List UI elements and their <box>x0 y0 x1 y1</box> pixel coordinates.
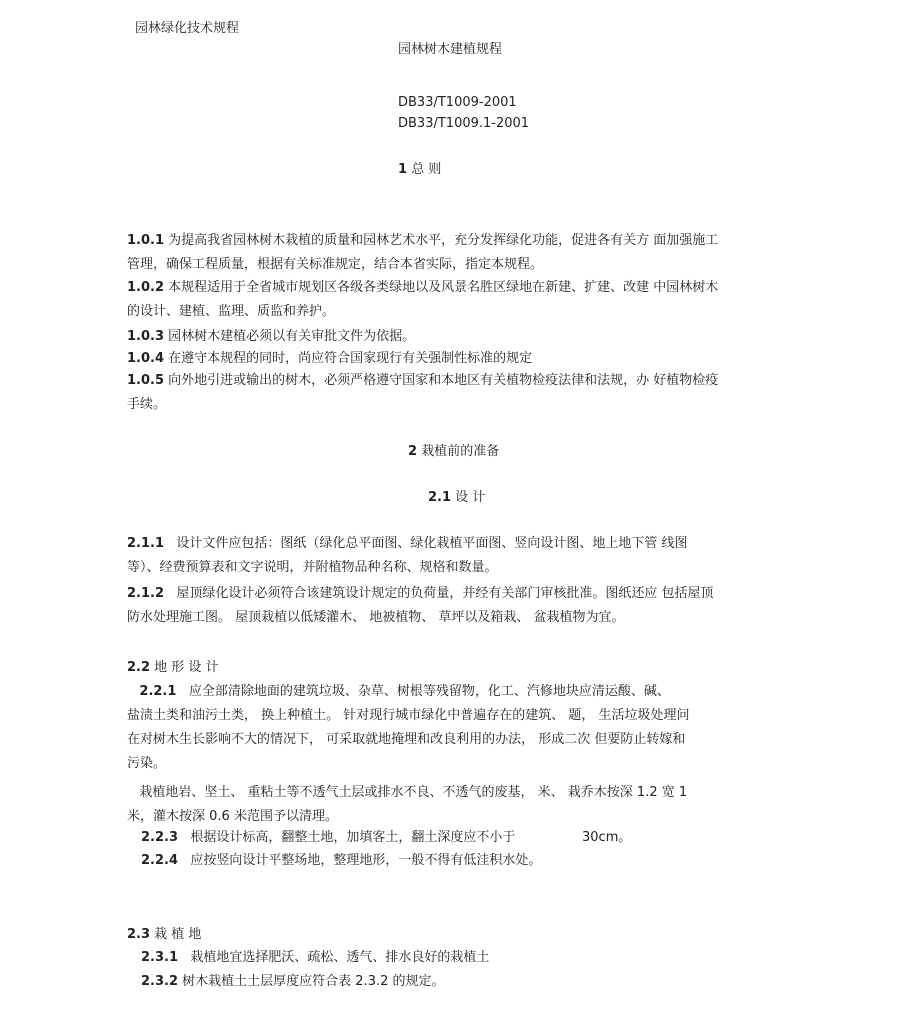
section-title: 地 形 设 计 <box>154 660 219 675</box>
clause-number: 2.3.1 <box>141 950 179 965</box>
clause-number: 1.0.2 <box>127 280 165 295</box>
subsection-heading-2-3 <box>127 927 201 943</box>
clause-1-0-4 <box>127 351 532 367</box>
subsection-heading-2-2 <box>127 660 219 676</box>
clause-number: 2.1.1 <box>127 536 165 551</box>
clause-text: 树木栽植土土层厚度应符合表 2.3.2 的规定。 <box>182 974 445 989</box>
clause-text: 栽植地岩、坚土、 重粘土等不透气土层或排水不良、不透气的废基， 米、 栽乔木按深 1.2 宽 1 <box>139 785 688 800</box>
clause-2-2-3 <box>141 830 515 846</box>
section-heading-2 <box>408 444 499 460</box>
section-number: 2.3 <box>127 927 151 942</box>
section-title: 总 则 <box>411 162 442 177</box>
clause-text: 本规程适用于全省城市规划区各级各类绿地以及风景名胜区绿地在新建、扩建、改建 中园林树木 <box>168 280 719 295</box>
clause-text: 为提高我省园林树木栽植的质量和园林艺术水平，充分发挥绿化功能，促进各有关方 面加强施工 <box>168 233 719 248</box>
clause-text: 向外地引进或输出的树木，必须严格遵守国家和本地区有关植物检疫法律和法规，办 好植物检疫 <box>168 373 719 388</box>
paragraph-2-2-2 <box>127 781 767 829</box>
clause-text: 米，灌木按深 0.6 米范围予以清理。 <box>127 809 338 824</box>
clause-number: 2.3.2 <box>141 974 179 989</box>
clause-number: 2.1.2 <box>127 586 165 601</box>
clause-number: 1.0.4 <box>127 351 165 366</box>
clause-2-1-1 <box>127 532 767 580</box>
clause-text: 应按竖向设计平整场地，整理地形，一般不得有低洼积水处。 <box>190 853 542 868</box>
clause-text: 屋顶绿化设计必须符合该建筑设计规定的负荷量，并经有关部门审核批准。图纸还应 包括屋顶 <box>176 586 714 601</box>
running-header: 园林绿化技术规程 <box>135 21 240 36</box>
section-number: 1 <box>398 162 408 177</box>
subsection-heading-2-1 <box>428 490 485 506</box>
clause-text: 等）、经费预算表和文字说明，并附植物品种名称、规格和数量。 <box>127 560 498 575</box>
clause-1-0-1 <box>127 229 767 277</box>
clause-2-3-1 <box>141 950 489 966</box>
clause-number: 1.0.3 <box>127 329 165 344</box>
clause-number: 1.0.1 <box>127 233 165 248</box>
clause-text: 根据设计标高，翻整土地，加填客土，翻土深度应不小于 <box>190 830 516 845</box>
clause-text: 应全部清除地面的建筑垃圾、杂草、树根等残留物，化工、汽修地块应清运酸、碱、 <box>188 684 670 699</box>
clause-number: 2.2.4 <box>141 853 179 868</box>
clause-2-1-2 <box>127 582 767 630</box>
clause-text: 手续。 <box>127 397 167 412</box>
document-title: 园林树木建植规程 <box>398 42 503 57</box>
section-number: 2.1 <box>428 490 452 505</box>
clause-2-2-4 <box>141 853 541 869</box>
section-heading-1 <box>398 162 441 178</box>
clause-number: 1.0.5 <box>127 373 165 388</box>
clause-1-0-3 <box>127 329 415 345</box>
clause-text: 防水处理施工图。 屋顶栽植以低矮灌木、 地被植物、 草坪以及箱栽、 盆栽植物为宜。 <box>127 610 625 625</box>
clause-2-2-1 <box>127 680 767 776</box>
clause-text: 在对树木生长影响不大的情况下， 可采取就地掩埋和改良利用的办法， 形成二次 但要防止转嫁和 <box>127 732 686 747</box>
clause-text: 园林树木建植必须以有关审批文件为依据。 <box>168 329 416 344</box>
clause-text: 在遵守本规程的同时，尚应符合国家现行有关强制性标准的规定 <box>168 351 533 366</box>
clause-text: 盐渍土类和油污土类， 换上种植土。 针对现行城市绿化中普遍存在的建筑、 题， 生活垃圾处理问 <box>127 708 690 723</box>
section-title: 栽 植 地 <box>154 927 202 942</box>
standard-code: DB33/T1009-2001 <box>398 95 517 110</box>
section-number: 2 <box>408 444 418 459</box>
clause-1-0-5 <box>127 369 767 417</box>
clause-text: 栽植地宜选择肥沃、疏松、透气、排水良好的栽植土 <box>190 950 490 965</box>
clause-number: 2.2.1 <box>139 684 177 699</box>
section-title: 设 计 <box>455 490 486 505</box>
standard-code: DB33/T1009.1-2001 <box>398 116 530 131</box>
clause-text: 的设计、建植、监理、质监和养护。 <box>127 304 336 319</box>
section-number: 2.2 <box>127 660 151 675</box>
clause-text: 管理，确保工程质量，根据有关标准规定，结合本省实际，指定本规程。 <box>127 257 544 272</box>
clause-text: 污染。 <box>127 756 167 771</box>
clause-text: 设计文件应包括：图纸（绿化总平面图、绿化栽植平面图、竖向设计图、地上地下管 线图 <box>176 536 688 551</box>
clause-2-2-3-value: 30cm。 <box>582 830 632 845</box>
section-title: 栽植前的准备 <box>421 444 500 459</box>
clause-1-0-2 <box>127 276 767 324</box>
clause-2-3-2 <box>141 974 445 990</box>
clause-number: 2.2.3 <box>141 830 179 845</box>
